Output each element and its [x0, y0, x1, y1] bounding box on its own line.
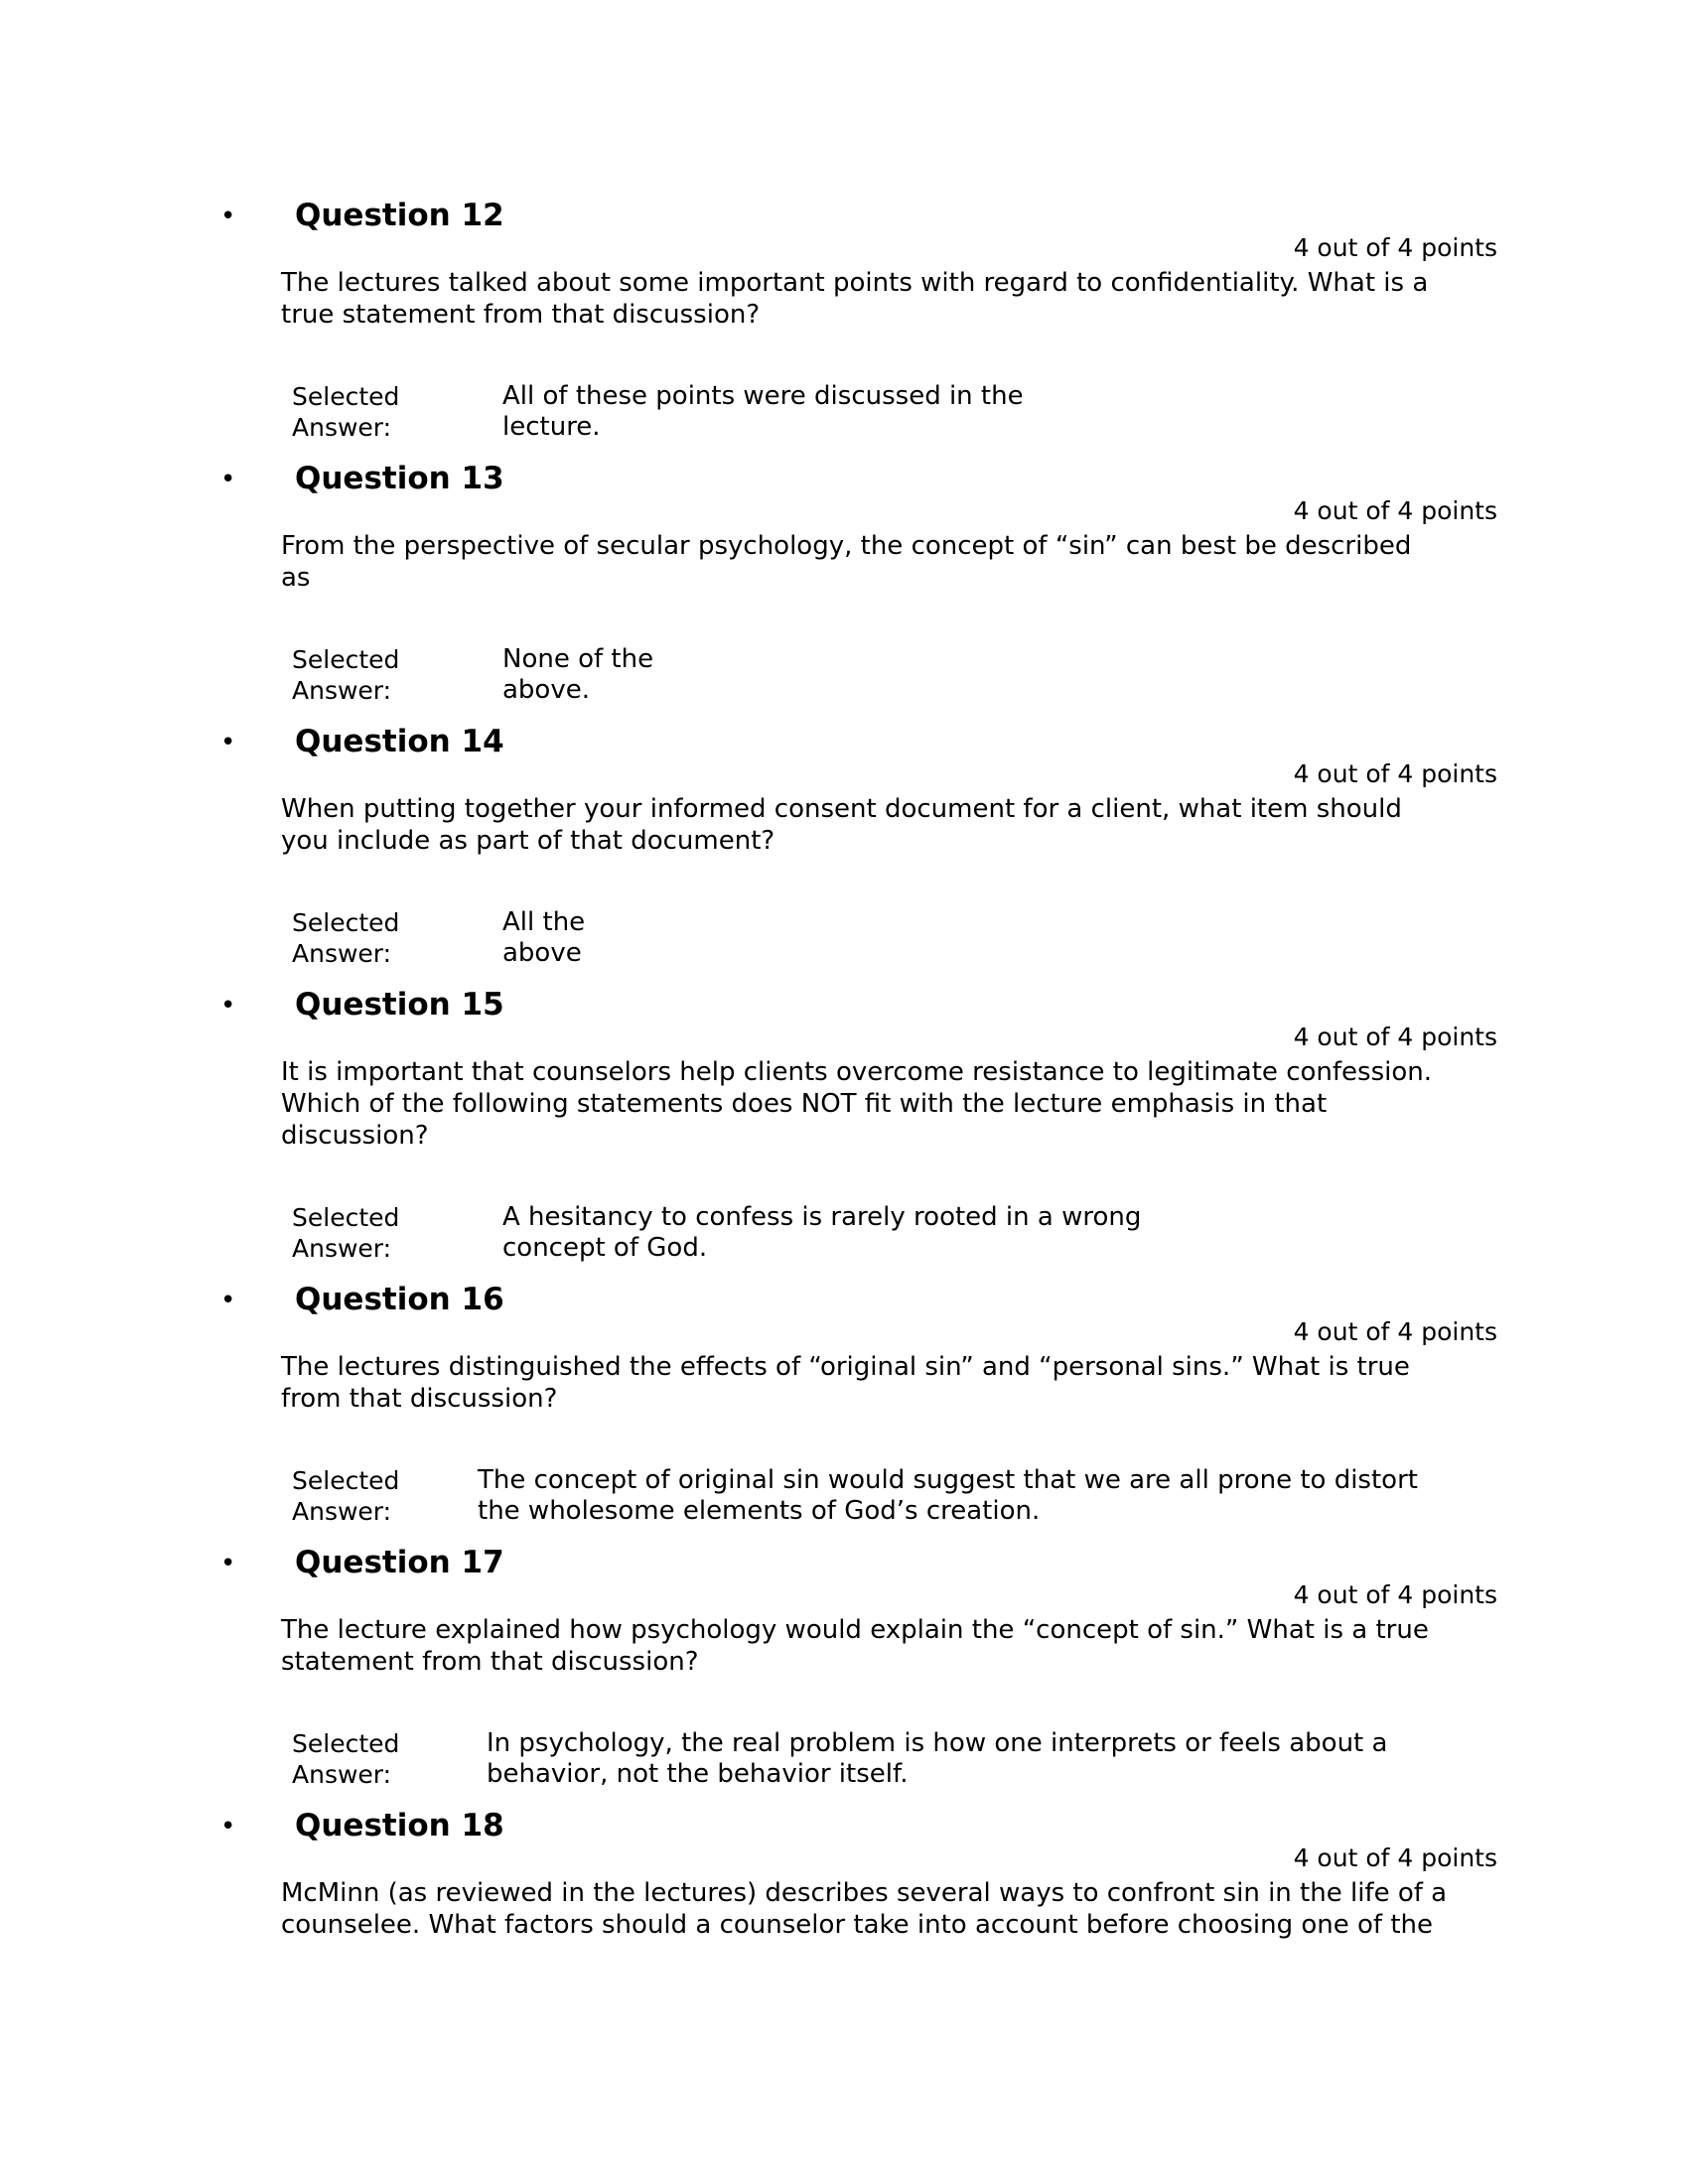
- answer-line: above: [502, 938, 582, 968]
- question-text: [281, 793, 1402, 857]
- question-title: Question 15: [295, 987, 504, 1023]
- answer-line: The concept of original sin would suggest that we are all prone to distort: [478, 1465, 1418, 1495]
- question-text-line: When putting together your informed consent document for a client, what item should: [281, 794, 1402, 824]
- answer-line: A hesitancy to confess is rarely rooted in a wrong: [502, 1202, 1142, 1232]
- question-list: [0, 198, 1688, 2071]
- question-text-line: The lecture explained how psychology would explain the “concept of sin.” What is a true: [281, 1615, 1429, 1645]
- question-block: [0, 1282, 1688, 1527]
- label-line: Answer:: [292, 676, 392, 705]
- question-text: [281, 1877, 1447, 1941]
- bullet-icon: •: [220, 991, 236, 1021]
- points-score: 4 out of 4 points: [1293, 1843, 1497, 1872]
- question-title: Question 14: [295, 724, 504, 759]
- bullet-icon: •: [220, 465, 236, 494]
- question-title: Question 17: [295, 1545, 504, 1580]
- question-block: [0, 724, 1688, 969]
- selected-answer-label: [292, 1202, 399, 1264]
- label-line: Answer:: [292, 1760, 392, 1789]
- question-title: Question 16: [295, 1282, 504, 1317]
- label-line: Answer:: [292, 1234, 392, 1263]
- answer-line: All the: [502, 907, 586, 937]
- label-line: Answer:: [292, 939, 392, 968]
- question-block: [0, 461, 1688, 706]
- question-block: [0, 1808, 1688, 2053]
- answer-line: None of the: [502, 644, 654, 674]
- question-block: [0, 1545, 1688, 1790]
- selected-answer: [502, 644, 653, 706]
- label-line: Selected: [292, 1203, 400, 1232]
- label-line: Selected: [292, 645, 400, 674]
- answer-line: concept of God.: [502, 1233, 708, 1263]
- selected-answer-label: [292, 381, 399, 443]
- points-score: 4 out of 4 points: [1293, 1580, 1497, 1609]
- answer-line: In psychology, the real problem is how one interprets or feels about a: [487, 1728, 1388, 1758]
- question-text-line: discussion?: [281, 1121, 429, 1151]
- question-title: Question 13: [295, 461, 504, 496]
- question-text-line: From the perspective of secular psychology, the concept of “sin” can best be described: [281, 531, 1412, 561]
- bullet-icon: •: [220, 1549, 236, 1578]
- question-text-line: The lectures distinguished the effects of “original sin” and “personal sins.” What is true: [281, 1352, 1410, 1382]
- points-score: 4 out of 4 points: [1293, 233, 1497, 262]
- label-line: Selected: [292, 908, 400, 937]
- question-title: Question 18: [295, 1808, 504, 1843]
- answer-line: behavior, not the behavior itself.: [487, 1759, 909, 1789]
- label-line: Answer:: [292, 413, 392, 442]
- question-text-line: you include as part of that document?: [281, 826, 775, 856]
- question-title: Question 12: [295, 198, 504, 233]
- selected-answer-label: [292, 1728, 399, 1790]
- bullet-icon: •: [220, 202, 236, 231]
- question-text-line: The lectures talked about some important points with regard to confidentiality. What is a: [281, 268, 1429, 298]
- question-text: [281, 1614, 1429, 1678]
- bullet-icon: •: [220, 1286, 236, 1315]
- question-text-line: true statement from that discussion?: [281, 300, 761, 330]
- question-text-line: Which of the following statements does NOT fit with the lecture emphasis in that: [281, 1089, 1328, 1119]
- question-text-line: McMinn (as reviewed in the lectures) describes several ways to confront sin in the life of a: [281, 1878, 1448, 1908]
- question-text: [281, 267, 1428, 331]
- bullet-icon: •: [220, 728, 236, 757]
- answer-line: lecture.: [502, 412, 601, 442]
- question-text: [281, 1351, 1410, 1415]
- points-score: 4 out of 4 points: [1293, 759, 1497, 788]
- question-text: [281, 530, 1411, 594]
- selected-answer-label: [292, 644, 399, 706]
- bullet-icon: •: [220, 1812, 236, 1842]
- label-line: Selected: [292, 1466, 400, 1495]
- selected-answer: [502, 907, 585, 969]
- selected-answer: [502, 1202, 1141, 1264]
- label-line: Answer:: [292, 1497, 392, 1526]
- question-text: [281, 1056, 1432, 1152]
- label-line: Selected: [292, 1729, 400, 1758]
- selected-answer-label: [292, 1465, 399, 1527]
- answer-line: All of these points were discussed in the: [502, 381, 1024, 411]
- selected-answer-label: [292, 907, 399, 969]
- label-line: Selected: [292, 382, 400, 411]
- selected-answer: [478, 1465, 1418, 1527]
- question-text-line: from that discussion?: [281, 1384, 558, 1414]
- question-text-line: statement from that discussion?: [281, 1647, 699, 1677]
- answer-line: the wholesome elements of God’s creation.: [478, 1496, 1041, 1526]
- points-score: 4 out of 4 points: [1293, 1023, 1497, 1051]
- question-block: [0, 198, 1688, 443]
- selected-answer: [502, 381, 1024, 443]
- points-score: 4 out of 4 points: [1293, 1317, 1497, 1346]
- question-text-line: It is important that counselors help clients overcome resistance to legitimate confession.: [281, 1057, 1432, 1087]
- points-score: 4 out of 4 points: [1293, 496, 1497, 525]
- question-text-line: as: [281, 563, 311, 593]
- question-text-line: counselee. What factors should a counselor take into account before choosing one of the: [281, 1910, 1434, 1940]
- selected-answer: [487, 1728, 1387, 1790]
- answer-line: above.: [502, 675, 590, 705]
- question-block: [0, 987, 1688, 1264]
